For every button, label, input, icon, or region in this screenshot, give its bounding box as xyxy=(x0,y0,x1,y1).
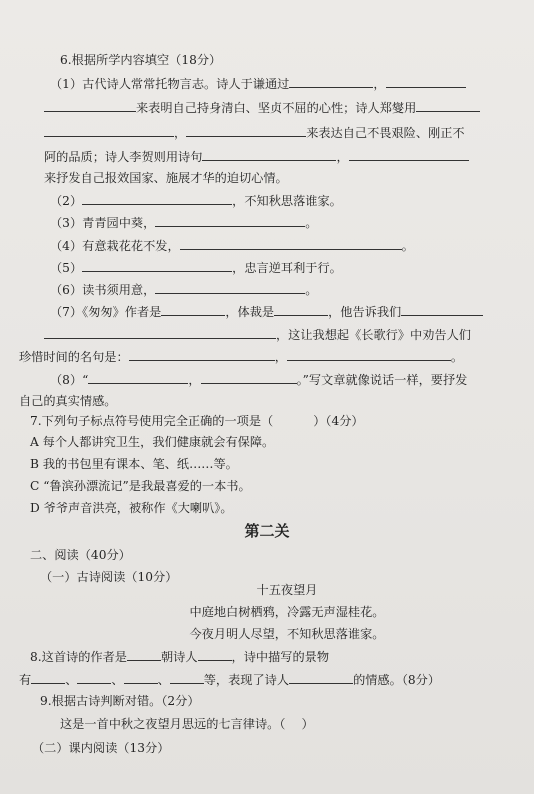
q6-item7-line2: ，这让我想起《长歌行》中劝告人们 xyxy=(44,326,471,343)
q8-line1: 8.这首诗的作者是 朝诗人 ，诗中描写的景物 xyxy=(30,650,330,664)
answer-blank[interactable] xyxy=(401,303,483,316)
inclass-reading-title: （二）课内阅读（13分） xyxy=(32,741,170,755)
answer-blank[interactable] xyxy=(124,671,158,684)
q9-statement: 这是一首中秋之夜望月思远的七言律诗。（ ） xyxy=(60,717,314,731)
answer-blank[interactable] xyxy=(44,124,174,137)
poem-line-2: 今夜月明人尽望，不知秋思落谁家。 xyxy=(189,627,385,641)
q7-option-d: D 爷爷声音洪亮，被称作《大喇叭》。 xyxy=(30,501,233,515)
q8-line2: 有 、 、 、 等，表现了诗人 的情感。（8分） xyxy=(19,673,441,687)
q6-item6: （6）读书须用意， 。 xyxy=(50,283,318,297)
q7-option-c: C “鲁滨孙漂流记”是我最喜爱的一本书。 xyxy=(30,479,251,493)
answer-blank[interactable] xyxy=(155,214,305,227)
answer-blank[interactable] xyxy=(289,75,373,88)
q6-item8-line2: 自己的真实情感。 xyxy=(19,394,117,408)
answer-blank[interactable] xyxy=(44,99,136,112)
answer-blank[interactable] xyxy=(82,192,232,205)
answer-blank[interactable] xyxy=(180,237,402,250)
answer-blank[interactable] xyxy=(186,124,306,137)
answer-blank[interactable] xyxy=(198,648,232,661)
poem-title: 十五夜望月 xyxy=(256,583,318,597)
answer-blank[interactable] xyxy=(155,281,305,294)
q6-item1-line3: ， 来表达自己不畏艰险、刚正不 xyxy=(44,124,465,141)
q6-item1-line2: 来表明自己持身清白、坚贞不屈的心性；诗人郑燮用 xyxy=(44,99,480,116)
answer-blank[interactable] xyxy=(82,259,232,272)
q6-item3: （3）青青园中葵， 。 xyxy=(50,216,318,230)
section-heading: 第二关 xyxy=(244,522,290,540)
answer-blank[interactable] xyxy=(127,648,161,661)
answer-blank[interactable] xyxy=(170,671,204,684)
q6-item7-line3: 珍惜时间的名句是： ， 。 xyxy=(19,350,464,364)
answer-blank[interactable] xyxy=(201,371,297,384)
answer-blank[interactable] xyxy=(31,671,65,684)
q6-item8-line1: （8）“ ， 。”写文章就像说话一样，要抒发 xyxy=(50,373,468,387)
answer-blank[interactable] xyxy=(77,671,111,684)
q6-item1-line1: （1）古代诗人常常托物言志。诗人于谦通过 ， xyxy=(50,75,466,92)
answer-blank[interactable] xyxy=(274,303,328,316)
q6-item7-line1: （7）《匆匆》作者是 ，体裁是 ，他告诉我们 xyxy=(50,303,483,320)
q6-title: 6.根据所学内容填空（18分） xyxy=(60,53,222,67)
reading-title: 二、阅读（40分） xyxy=(30,548,131,562)
answer-blank[interactable] xyxy=(287,348,451,361)
poetry-title: （一）古诗阅读（10分） xyxy=(40,570,178,584)
q7-title: 7.下列句子标点符号使用完全正确的一项是（ ）（4分） xyxy=(30,414,364,428)
q9-title: 9.根据古诗判断对错。（2分） xyxy=(40,694,200,708)
q6-item5: （5） ，忠言逆耳利于行。 xyxy=(50,261,342,275)
q6-item2: （2） ，不知秋思落谁家。 xyxy=(50,194,342,208)
answer-blank[interactable] xyxy=(88,371,188,384)
answer-blank[interactable] xyxy=(44,326,276,339)
answer-blank[interactable] xyxy=(161,303,225,316)
q6-item1-line5: 来抒发自己报效国家、施展才华的迫切心情。 xyxy=(44,171,288,185)
q7-option-a: A 每个人都讲究卫生，我们健康就会有保障。 xyxy=(30,435,275,449)
answer-blank[interactable] xyxy=(386,75,466,88)
answer-blank[interactable] xyxy=(416,99,480,112)
answer-blank[interactable] xyxy=(202,148,336,161)
answer-blank[interactable] xyxy=(289,671,353,684)
q6-item1-line4: 阿的品质；诗人李贺则用诗句 ， xyxy=(44,148,469,165)
poem-line-1: 中庭地白树栖鸦，冷露无声湿桂花。 xyxy=(189,605,385,619)
q6-item4: （4）有意栽花花不发， 。 xyxy=(50,239,414,253)
q7-option-b: B 我的书包里有课本、笔、纸……等。 xyxy=(30,457,238,471)
answer-blank[interactable] xyxy=(349,148,469,161)
answer-blank[interactable] xyxy=(129,348,275,361)
